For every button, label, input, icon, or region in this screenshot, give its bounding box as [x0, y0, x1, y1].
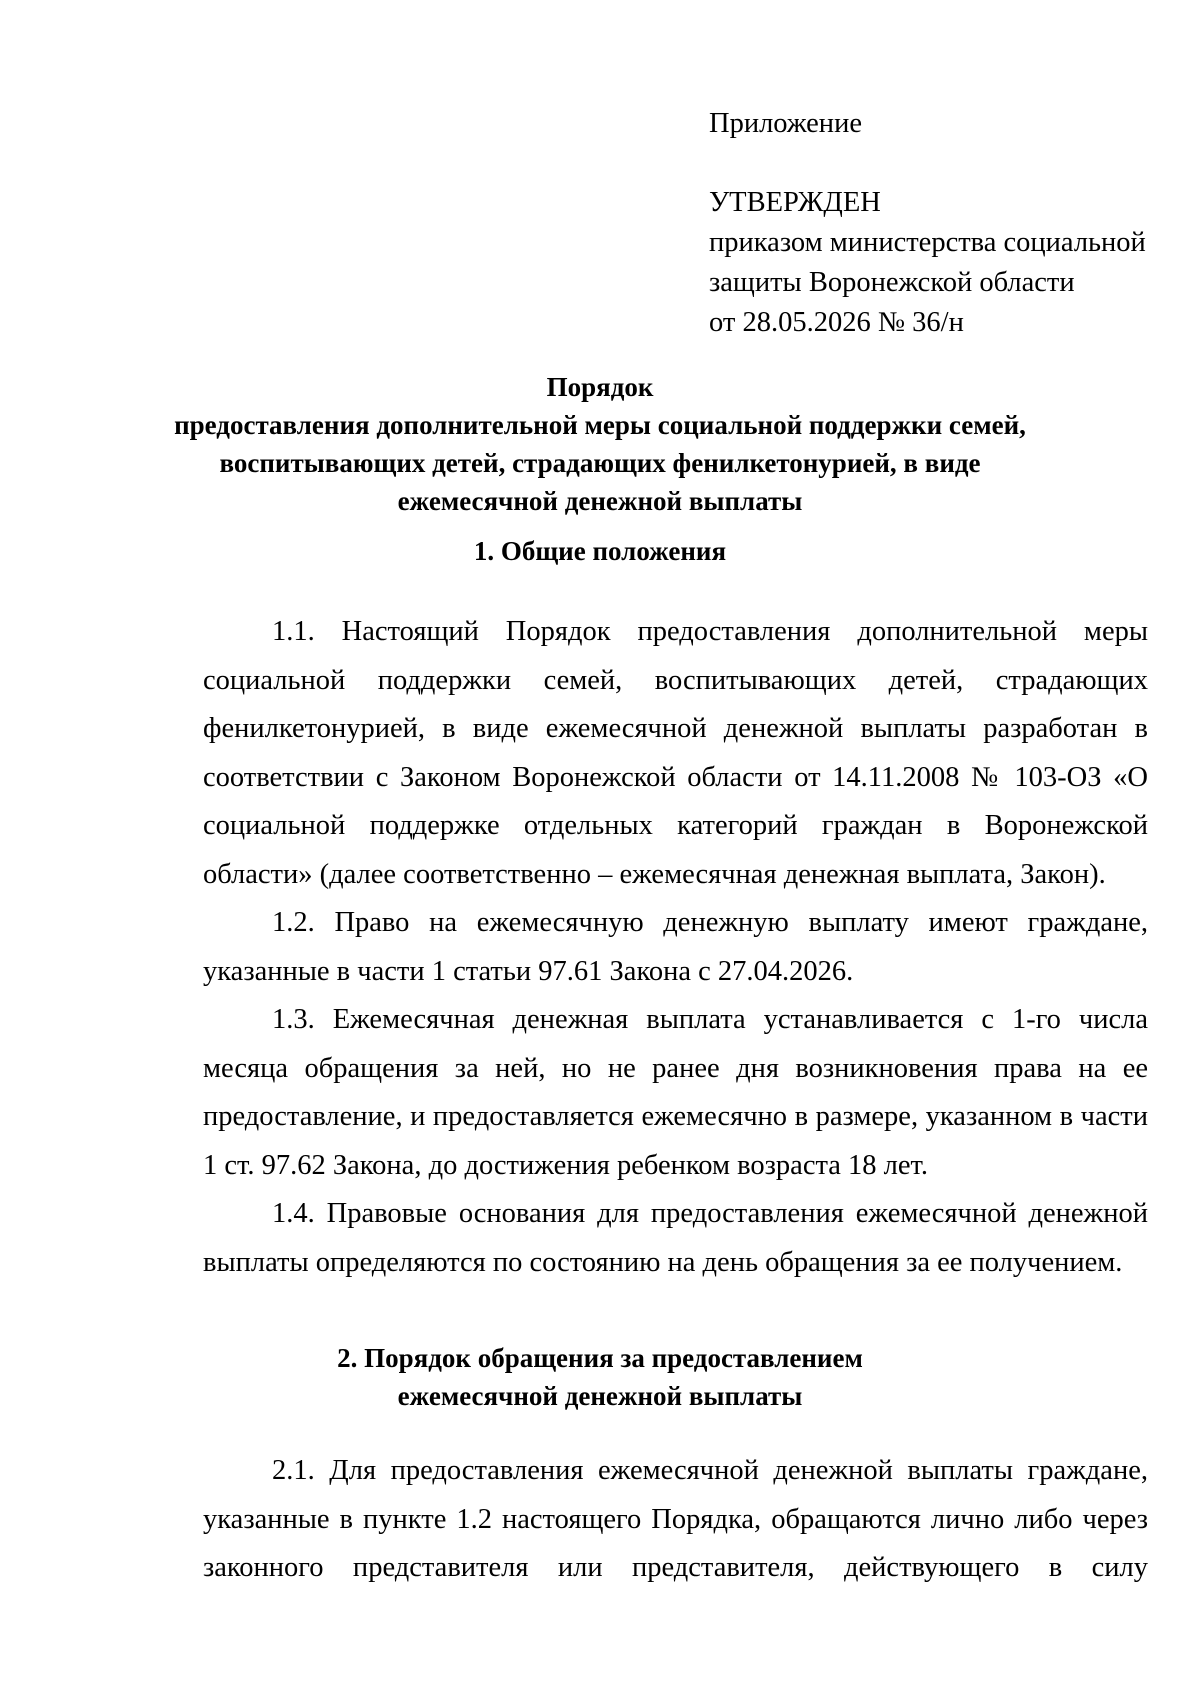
- section-2-heading-line-2: ежемесячной денежной выплаты: [397, 1381, 803, 1411]
- paragraph-line: фенилкетонурией, в виде ежемесячной денежной выплаты разработан в: [203, 713, 1148, 744]
- paragraph-line: 1.4. Правовые основания для предоставления ежемесячной денежной: [272, 1198, 1148, 1229]
- paragraph-1-1: [203, 608, 1148, 899]
- paragraph-line: 1 ст. 97.62 Закона, до достижения ребенком возраста 18 лет.: [203, 1149, 928, 1181]
- approval-line-3: от 28.05.2026 № 36/н: [709, 307, 964, 338]
- approval-line-1: приказом министерства социальной: [709, 227, 1146, 258]
- paragraph-line: 1.1. Настоящий Порядок предоставления дополнительной меры: [272, 616, 1148, 647]
- approval-line-2: защиты Воронежской области: [709, 267, 1075, 298]
- section-2-heading-line-1: 2. Порядок обращения за предоставлением: [337, 1343, 863, 1373]
- document-title: [150, 368, 1050, 520]
- paragraph-line: соответствии с Законом Воронежской области от 14.11.2008 № 103-ОЗ «О: [203, 761, 1148, 793]
- paragraph-line: указанные в части 1 статьи 97.61 Закона с 27.04.2026.: [203, 955, 854, 987]
- section-1-heading: [150, 532, 1050, 570]
- paragraph-line: выплаты определяются по состоянию на день обращения за ее получением.: [203, 1246, 1123, 1278]
- approval-block: [709, 104, 1179, 343]
- title-line-3: воспитывающих детей, страдающих фенилкетонурией, в виде: [219, 448, 981, 478]
- paragraph-line: социальной поддержке отдельных категорий граждан в Воронежской: [203, 810, 1148, 841]
- paragraph-line: указанные в пункте 1.2 настоящего Порядка, обращаются лично либо через: [203, 1503, 1148, 1535]
- paragraph-2-1: [203, 1447, 1148, 1593]
- approved-label: УТВЕРЖДЕН: [709, 187, 881, 218]
- title-line-1: Порядок: [546, 372, 654, 402]
- paragraph-line: области» (далее соответственно – ежемесячная денежная выплата, Закон).: [203, 858, 1106, 890]
- paragraph-line: 1.3. Ежемесячная денежная выплата устанавливается с 1-го числа: [272, 1004, 1148, 1035]
- paragraph-line: законного представителя или представителя, действующего в силу: [203, 1552, 1148, 1583]
- annex-label: Приложение: [709, 108, 862, 139]
- paragraph-line: социальной поддержки семей, воспитывающих детей, страдающих: [203, 664, 1148, 696]
- title-line-4: ежемесячной денежной выплаты: [397, 486, 803, 516]
- section-1-heading-text: 1. Общие положения: [473, 536, 727, 566]
- paragraph-line: предоставление, и предоставляется ежемесячно в размере, указанном в части: [203, 1101, 1148, 1132]
- paragraph-1-2: [203, 899, 1148, 996]
- section-2-heading: [150, 1339, 1050, 1415]
- paragraph-line: 2.1. Для предоставления ежемесячной денежной выплаты граждане,: [272, 1455, 1148, 1486]
- title-line-2: предоставления дополнительной меры социальной поддержки семей,: [174, 410, 1026, 440]
- paragraph-1-4: [203, 1190, 1148, 1287]
- paragraph-line: месяца обращения за ней, но не ранее дня возникновения права на ее: [203, 1052, 1148, 1084]
- paragraph-line: 1.2. Право на ежемесячную денежную выплату имеют граждане,: [272, 907, 1148, 938]
- paragraph-1-3: [203, 996, 1148, 1190]
